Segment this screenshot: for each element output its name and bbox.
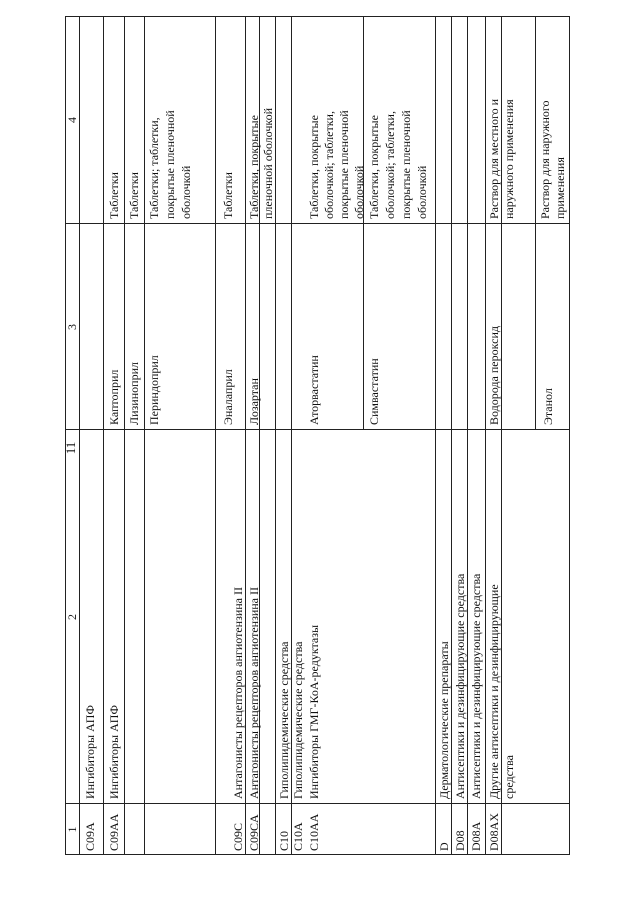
group-name: Другие антисептики и дезинфицирующие — [487, 584, 501, 799]
dosage-form: Раствор для местного и — [487, 98, 501, 219]
drug-name: Периндоприл — [147, 355, 161, 425]
dosage-form: покрытые пленочной — [163, 110, 177, 219]
column-header-3: 3 — [65, 324, 79, 330]
group-name: Гиполипидемические средства — [291, 641, 305, 799]
atc-code: C09C — [231, 822, 245, 851]
dosage-form: оболочкой; таблетки, — [383, 111, 397, 219]
dosage-form: Таблетки, покрытые — [247, 115, 261, 219]
drug-name: Аторвастатин — [307, 355, 321, 425]
dosage-form: оболочкой — [415, 165, 429, 219]
dosage-form: оболочкой — [179, 165, 193, 219]
column-header-2: 2 — [65, 614, 79, 620]
dosage-form: покрытые пленочной — [399, 110, 413, 219]
atc-code: C10A — [291, 822, 305, 851]
group-name: Антисептики и дезинфицирующие средства — [453, 573, 467, 799]
drug-name: Водорода пероксид — [487, 326, 501, 425]
group-name: Ингибиторы АПФ — [107, 705, 121, 799]
group-name: Ингибиторы АПФ — [83, 705, 97, 799]
dosage-form: Таблетки, покрытые — [367, 115, 381, 219]
dosage-form: оболочкой — [352, 165, 366, 219]
dosage-form: оболочкой; таблетки, — [322, 111, 336, 219]
group-name: Антагонисты рецепторов ангиотензина II — [247, 587, 261, 799]
column-header-4: 4 — [65, 117, 79, 123]
dosage-form: Таблетки — [127, 172, 141, 219]
atc-code: C09A — [83, 822, 97, 851]
atc-code: C10AA — [307, 813, 321, 851]
dosage-form: покрытые пленочной — [337, 110, 351, 219]
atc-code: C09CA — [247, 814, 261, 851]
atc-code: C09AA — [107, 813, 121, 851]
atc-code: D08A — [469, 821, 483, 851]
dosage-form: Таблетки — [221, 172, 235, 219]
drug-name: Лизиноприл — [127, 362, 141, 425]
dosage-form: Таблетки, покрытые — [307, 115, 321, 219]
dosage-form: пленочной оболочкой — [261, 107, 275, 219]
dosage-form: Раствор для наружного — [538, 100, 552, 219]
group-name: Гиполипидемические средства — [277, 641, 291, 799]
table-viewport — [65, 16, 570, 855]
atc-code: D08 — [453, 830, 467, 851]
dosage-form: Таблетки; таблетки, — [147, 117, 161, 219]
drug-name: Каптоприл — [107, 369, 121, 425]
dosage-form: Таблетки — [107, 172, 121, 219]
drug-name: Эналаприл — [221, 369, 235, 425]
atc-code: C10 — [277, 830, 291, 851]
drug-name: Лозартан — [247, 378, 261, 425]
group-name: средства — [502, 754, 516, 799]
dosage-form: применения — [553, 157, 567, 219]
drug-name: Этанол — [541, 388, 555, 425]
group-name: Антисептики и дезинфицирующие средства — [469, 573, 483, 799]
atc-code: D — [437, 842, 451, 851]
group-name: Дерматологические препараты — [437, 641, 451, 799]
dosage-form: наружного применения — [502, 99, 516, 219]
column-header-1: 1 — [65, 826, 79, 833]
atc-drug-table — [65, 16, 570, 855]
group-name: Ингибиторы ГМГ-КоА-редуктазы — [307, 624, 321, 799]
group-name: Антагонисты рецепторов ангиотензина II — [231, 587, 245, 799]
page-number: 11 — [63, 441, 78, 455]
drug-name: Симвастатин — [367, 358, 381, 425]
atc-code: D08AX — [487, 813, 501, 851]
